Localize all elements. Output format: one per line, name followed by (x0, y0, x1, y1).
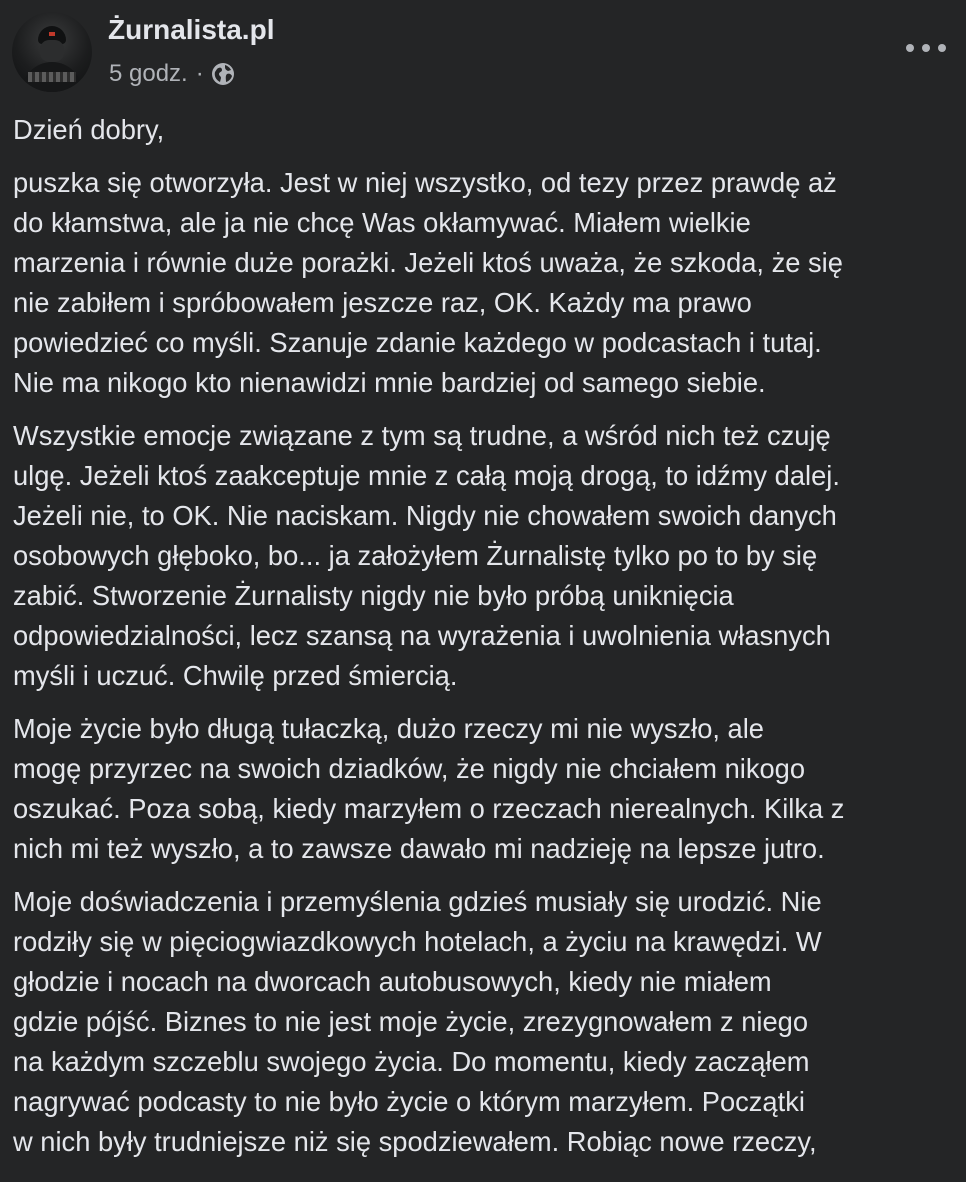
post-line: Dzień dobry, (13, 114, 165, 145)
post-line: rodziły się w pięciogwiazdkowych hotelach, a życiu na krawędzi. W (13, 926, 822, 957)
more-options-icon[interactable] (906, 36, 946, 60)
post-line: osobowych głęboko, bo... ja założyłem Żurnalistę tylko po to by się (13, 540, 818, 571)
post-paragraph (13, 709, 958, 869)
post-line: na każdym szczeblu swojego życia. Do momentu, kiedy zacząłem (13, 1046, 810, 1077)
post-line: zabić. Stworzenie Żurnalisty nigdy nie było próbą uniknięcia (13, 580, 734, 611)
post-line: do kłamstwa, ale ja nie chcę Was okłamywać. Miałem wielkie (13, 207, 751, 238)
post-line: nich mi też wyszło, a to zawsze dawało mi nadzieję na lepsze jutro. (13, 833, 825, 864)
avatar-figure-face (40, 40, 64, 62)
post-line: nagrywać podcasty to nie było życie o którym marzyłem. Początki (13, 1086, 805, 1117)
more-dot (938, 44, 946, 52)
post-line: Wszystkie emocje związane z tym są trudne, a wśród nich też czuję (13, 420, 831, 451)
author-avatar[interactable] (12, 12, 92, 92)
more-dot (922, 44, 930, 52)
post-line: w nich były trudniejsze niż się spodziewałem. Robiąc nowe rzeczy, (13, 1126, 817, 1157)
post-line: Moje doświadczenia i przemyślenia gdzieś musiały się urodzić. Nie (13, 886, 822, 917)
post-line: głodzie i nocach na dworcach autobusowych, kiedy nie miałem (13, 966, 772, 997)
post-paragraph (13, 416, 958, 696)
post-paragraph (13, 882, 958, 1162)
avatar-figure-hands (28, 72, 76, 82)
post-line: gdzie pójść. Biznes to nie jest moje życie, zrezygnowałem z niego (13, 1006, 809, 1037)
post-paragraph (13, 110, 958, 150)
meta-separator: · (195, 60, 204, 87)
post-line: mogę przyrzec na swoich dziadków, że nigdy nie chciałem nikogo (13, 753, 806, 784)
post-body (13, 110, 958, 1175)
post-line: Nie ma nikogo kto nienawidzi mnie bardziej od samego siebie. (13, 367, 766, 398)
more-dot (906, 44, 914, 52)
post-line: puszka się otworzyła. Jest w niej wszystko, od tezy przez prawdę aż (13, 167, 837, 198)
globe-icon[interactable] (210, 61, 236, 87)
post-paragraph (13, 163, 958, 403)
post-line: ulgę. Jeżeli ktoś zaakceptuje mnie z całą moją drogą, to idźmy dalej. (13, 460, 840, 491)
post-line: myśli i uczuć. Chwilę przed śmiercią. (13, 660, 458, 691)
post-line: odpowiedzialności, lecz szansą na wyrażenia i uwolnienia własnych (13, 620, 831, 651)
post-line: powiedzieć co myśli. Szanuje zdanie każdego w podcastach i tutaj. (13, 327, 822, 358)
post-timestamp[interactable]: 5 godz. (109, 60, 188, 87)
post-line: oszukać. Poza sobą, kiedy marzyłem o rzeczach nierealnych. Kilka z (13, 793, 845, 824)
post-header (12, 12, 952, 92)
post-line: Moje życie było długą tułaczką, dużo rzeczy mi nie wyszło, ale (13, 713, 764, 744)
author-name[interactable]: Żurnalista.pl (108, 14, 275, 45)
post-line: Jeżeli nie, to OK. Nie naciskam. Nigdy nie chowałem swoich danych (13, 500, 837, 531)
post-line: marzenia i równie duże porażki. Jeżeli ktoś uważa, że szkoda, że się (13, 247, 843, 278)
post-meta (109, 60, 236, 88)
post-line: nie zabiłem i spróbowałem jeszcze raz, OK. Każdy ma prawo (13, 287, 752, 318)
avatar-cap-logo (49, 32, 55, 36)
